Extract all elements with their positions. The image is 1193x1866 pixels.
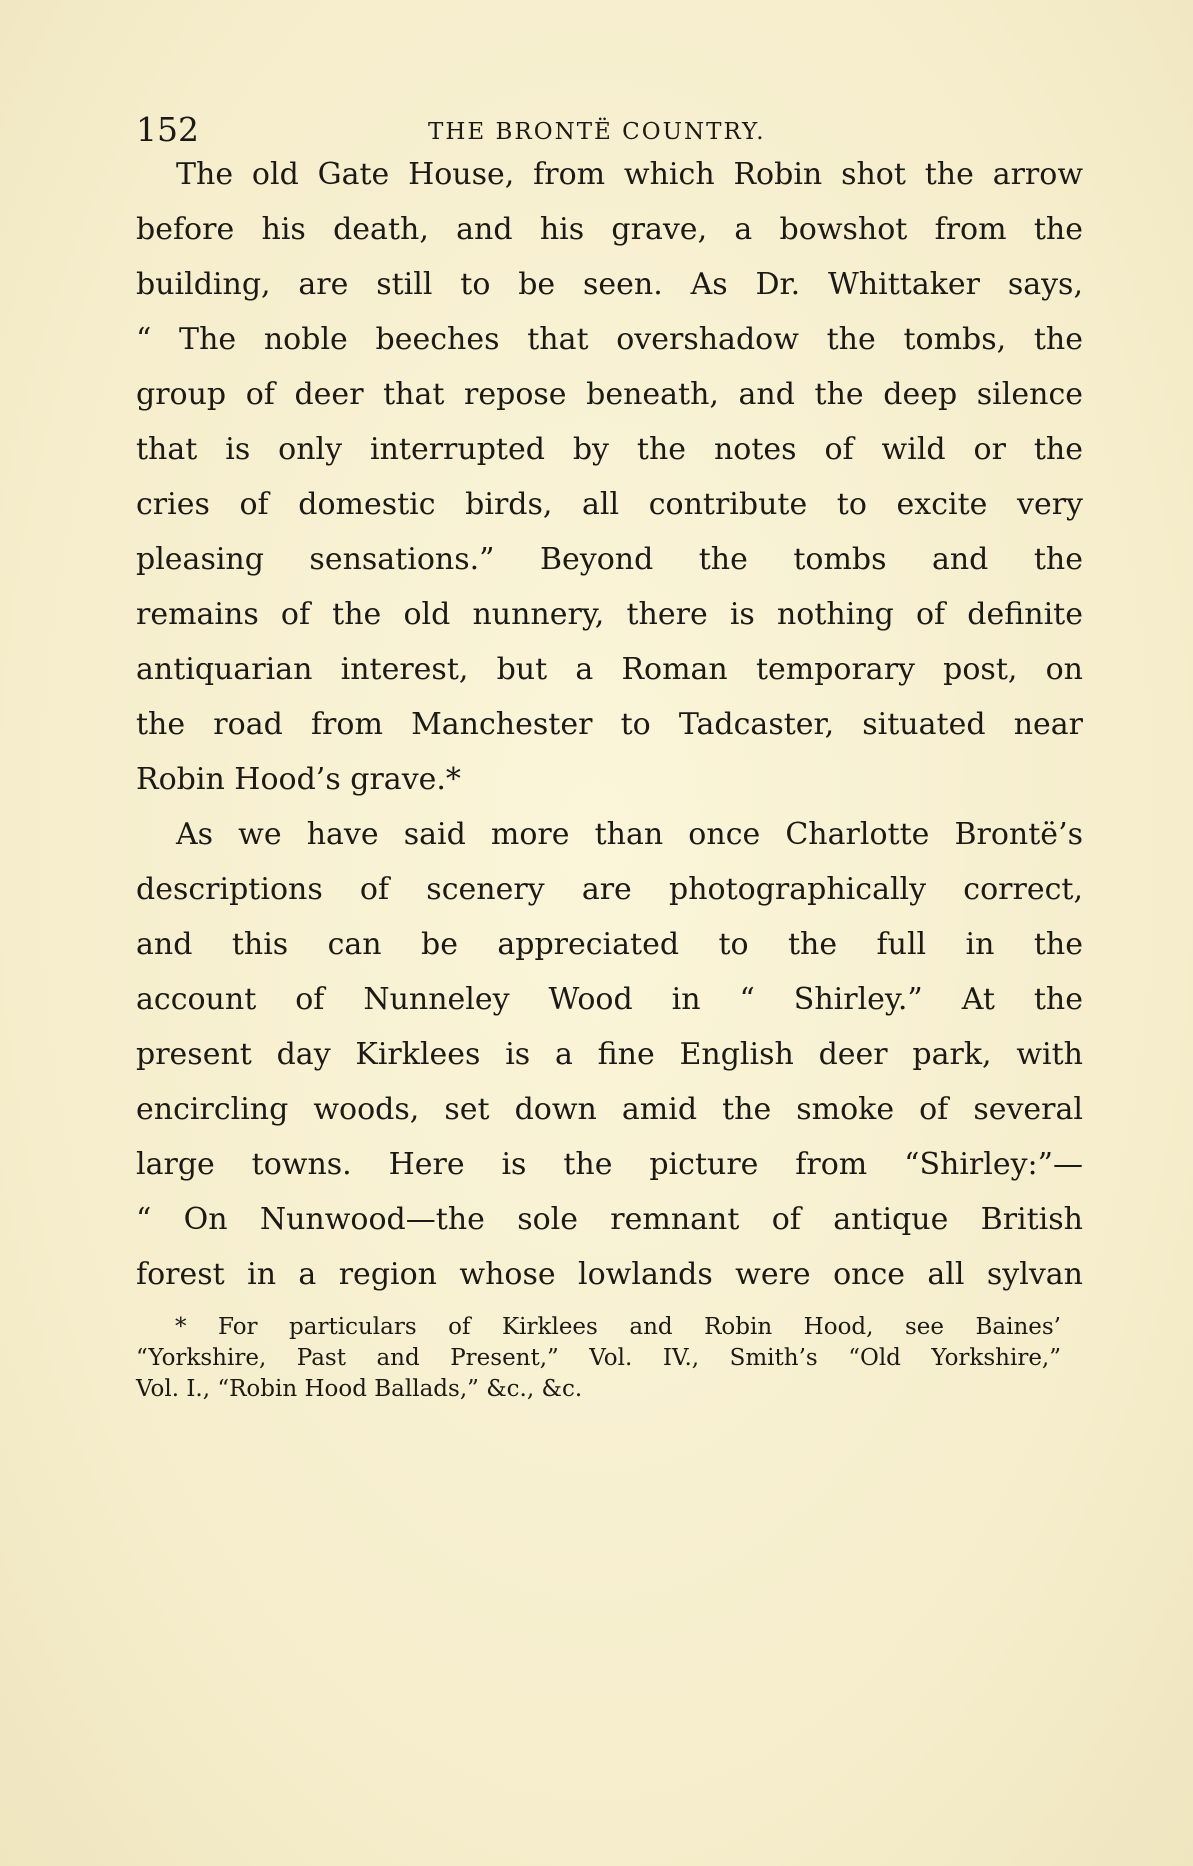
body-line: that is only interrupted by the notes of wild or the	[136, 432, 1083, 467]
body-line: encircling woods, set down amid the smoke of several	[136, 1092, 1083, 1127]
body-line: descriptions of scenery are photographically correct,	[136, 872, 1083, 907]
body-line: present day Kirklees is a fine English deer park, with	[136, 1037, 1083, 1072]
body-line: antiquarian interest, but a Roman temporary post, on	[136, 652, 1083, 687]
footnote-line: “Yorkshire, Past and Present,” Vol. IV., Smith’s “Old Yorkshire,”	[136, 1345, 1061, 1371]
body-line: remains of the old nunnery, there is nothing of definite	[136, 597, 1083, 632]
body-line: As we have said more than once Charlotte Brontë’s	[176, 817, 1083, 852]
body-line: before his death, and his grave, a bowshot from the	[136, 212, 1083, 247]
body-line: Robin Hood’s grave.*	[136, 762, 461, 797]
body-line: “ The noble beeches that overshadow the tombs, the	[136, 322, 1083, 357]
body-line: building, are still to be seen. As Dr. Whittaker says,	[136, 267, 1083, 302]
running-title: THE BRONTË COUNTRY.	[428, 119, 766, 145]
footnote-line: * For particulars of Kirklees and Robin Hood, see Baines’	[175, 1314, 1061, 1340]
body-line: account of Nunneley Wood in “ Shirley.” At the	[136, 982, 1083, 1017]
body-line: group of deer that repose beneath, and the deep silence	[136, 377, 1083, 412]
body-line: the road from Manchester to Tadcaster, situated near	[136, 707, 1083, 742]
body-line: The old Gate House, from which Robin shot the arrow	[176, 157, 1083, 192]
body-line: forest in a region whose lowlands were once all sylvan	[136, 1257, 1083, 1292]
body-line: large towns. Here is the picture from “Shirley:”—	[136, 1147, 1083, 1182]
body-line: and this can be appreciated to the full in the	[136, 927, 1083, 962]
body-line: cries of domestic birds, all contribute to excite very	[136, 487, 1083, 522]
running-head	[136, 110, 1086, 150]
footnote-line: Vol. I., “Robin Hood Ballads,” &c., &c.	[136, 1376, 583, 1402]
page-number: 152	[136, 110, 199, 149]
body-line: pleasing sensations.” Beyond the tombs and the	[136, 542, 1083, 577]
body-line: “ On Nunwood—the sole remnant of antique British	[136, 1202, 1083, 1237]
